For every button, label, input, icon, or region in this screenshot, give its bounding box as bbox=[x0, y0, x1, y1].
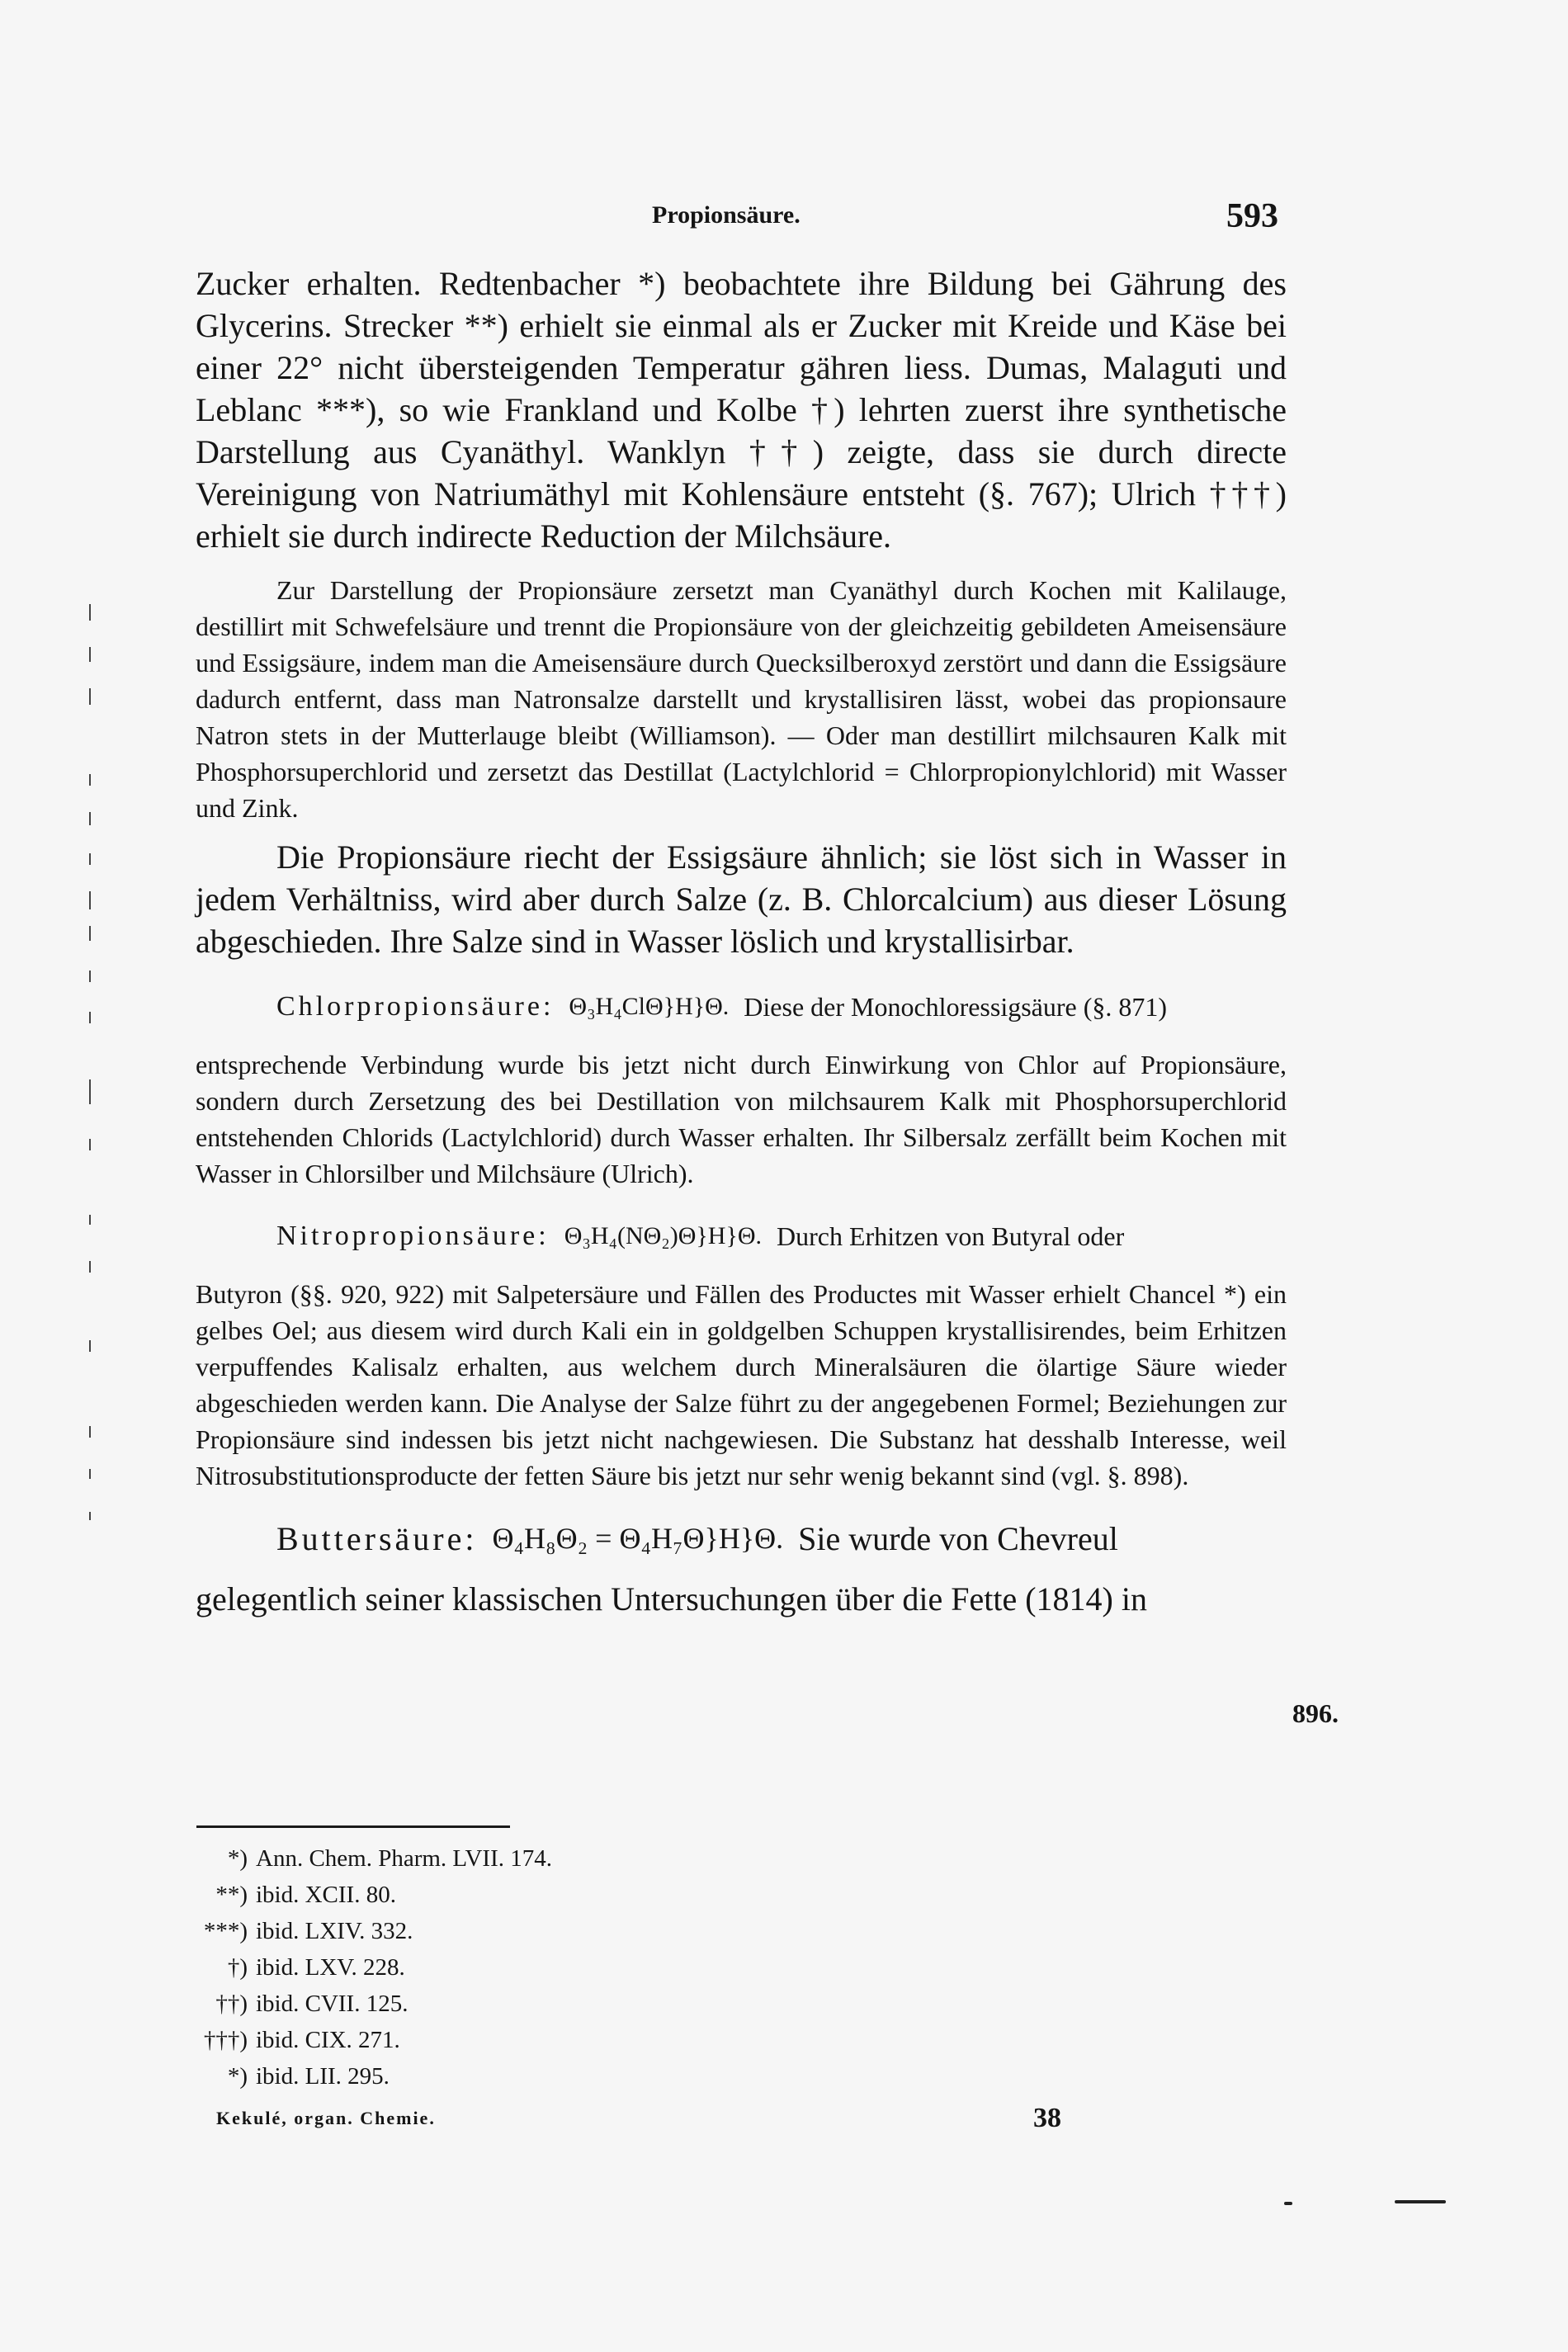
footnote-text: ibid. CVII. 125. bbox=[256, 1991, 409, 2017]
footnote-mark: ††) bbox=[215, 1991, 248, 2017]
footnote-mark: *) bbox=[227, 2063, 248, 2090]
buttersaeure-text: Sie wurde von Chevreul bbox=[798, 1519, 1118, 1557]
paragraph-properties: Die Propionsäure riecht der Essigsäure ähnlich; sie löst sich in Wasser in jedem Verhältniss, wird aber durch Salze (z. B. Chlorcalcium) aus dieser Lösung abgeschieden. Ihre Salze sind in Wasser löslich und krystallisirbar. bbox=[196, 838, 1287, 960]
page-header bbox=[0, 196, 1568, 246]
footnote-text: ibid. XCII. 80. bbox=[256, 1882, 396, 1908]
footnote-text: Ann. Chem. Pharm. LVII. 174. bbox=[256, 1845, 552, 1872]
footnote bbox=[165, 2058, 743, 2095]
footnote bbox=[165, 1949, 743, 1986]
footnote-mark: †††) bbox=[203, 2027, 248, 2053]
footnotes bbox=[165, 1840, 743, 2095]
body-text bbox=[196, 262, 1287, 1620]
footnote bbox=[165, 2022, 743, 2058]
footnote bbox=[165, 1986, 743, 2022]
footnote-mark: *) bbox=[227, 1845, 248, 1872]
sheet-number: 38 bbox=[1033, 2103, 1061, 2133]
margin-ticks bbox=[89, 594, 97, 1585]
signature-line: Kekulé, organ. Chemie. bbox=[216, 2108, 436, 2128]
chlorpropionsaeure-paragraph: entsprechende Verbindung wurde bis jetzt nicht durch Einwirkung von Chlor auf Propionsäure, sondern durch Zersetzung des bei Destillation von milchsaurem Kalk mit Phosphorsuperchlorid entstehenden Chlorids (Lactylchlorid) durch Wasser erhalten. Ihr Silbersalz zerfällt beim Kochen mit Wasser in Chlorsilber und Milchsäure (Ulrich). bbox=[196, 1050, 1287, 1188]
paragraph-history: Zucker erhalten. Redtenbacher *) beobachtete ihre Bildung bei Gährung des Glycerins. Strecker **) erhielt sie einmal als er Zucker mit Kreide und Käse bei einer 22° nicht übersteigenden Temperatur gähren liess. Dumas, Malaguti und Leblanc ***), so wie Frankland und Kolbe †) lehrten zuerst ihre synthetische Darstellung aus Cyanäthyl. Wanklyn ††) zeigte, dass sie durch directe Vereinigung von Natriumäthyl mit Kohlensäure entsteht (§. 767); Ulrich †††) erhielt sie durch indirecte Reduction der Milchsäure. bbox=[196, 265, 1287, 555]
footnote-text: ibid. LXV. 228. bbox=[256, 1954, 405, 1981]
footnote-mark: ***) bbox=[203, 1918, 248, 1944]
footnote-text: ibid. LII. 295. bbox=[256, 2063, 390, 2090]
footnote bbox=[165, 1840, 743, 1877]
running-title: Propionsäure. bbox=[652, 201, 801, 229]
buttersaeure-paragraph: gelegentlich seiner klassischen Untersuchungen über die Fette (1814) in bbox=[196, 1580, 1147, 1618]
paragraph-preparation: Zur Darstellung der Propionsäure zersetzt man Cyanäthyl durch Kochen mit Kalilauge, destillirt mit Schwefelsäure und trennt die Propionsäure von der gleichzeitig gebildeten Ameisensäure und Essigsäure, indem man die Ameisensäure durch Quecksilberoxyd zerstört und dann die Essigsäure dadurch entfernt, dass man Natronsalze darstellt und krystallisiren lässt, wobei das propionsaure Natron stets in der Mutterlauge bleibt (Williamson). — Oder man destillirt milchsauren Kalk mit Phosphorsuperchlorid und zersetzt das Destillat (Lactylchlorid = Chlorpropionylchlorid) mit Wasser und Zink. bbox=[196, 575, 1287, 823]
stray-mark bbox=[1395, 2200, 1446, 2203]
buttersaeure-heading bbox=[196, 1499, 1287, 1578]
footnote-mark: **) bbox=[215, 1882, 248, 1908]
nitropropionsaeure-formula: Θ₃H₄(NΘ₂)Θ}H}Θ. bbox=[564, 1222, 763, 1249]
footnote-mark: †) bbox=[227, 1954, 248, 1981]
footnote-text: ibid. LXIV. 332. bbox=[256, 1918, 413, 1944]
footnote bbox=[165, 1877, 743, 1913]
stray-mark bbox=[1284, 2202, 1292, 2205]
footnote-rule bbox=[196, 1825, 510, 1828]
buttersaeure-label: Buttersäure: bbox=[276, 1519, 478, 1557]
page-number: 593 bbox=[1226, 197, 1278, 235]
nitropropionsaeure-label: Nitropropionsäure: bbox=[276, 1221, 550, 1251]
nitropropionsaeure-text: Durch Erhitzen von Butyral oder bbox=[777, 1221, 1125, 1251]
footnote bbox=[165, 1913, 743, 1949]
margin-section-number: 896. bbox=[1292, 1698, 1339, 1728]
buttersaeure-formula: Θ₄H₈Θ₂ = Θ₄H₇Θ}H}Θ. bbox=[492, 1522, 784, 1555]
footnote-text: ibid. CIX. 271. bbox=[256, 2027, 400, 2053]
nitropropionsaeure-paragraph: Butyron (§§. 920, 922) mit Salpetersäure und Fällen des Productes mit Wasser erhielt Chancel *) ein gelbes Oel; aus diesem wird durch Kali ein in goldgelben Schuppen krystallisirendes, beim Erhitzen verpuffendes Kalisalz erhalten, aus welchem durch Mineralsäuren die ölartige Säure wieder abgeschieden werden kann. Die Analyse der Salze führt zu der angegebenen Formel; Beziehungen zur Propionsäure sind indessen bis jetzt nicht nachgewiesen. Die Substanz hat desshalb Interesse, weil Nitrosubstitutionsproducte der fetten Säure bis jetzt nur sehr wenig bekannt sind (vgl. §. 898). bbox=[196, 1279, 1287, 1490]
nitropropionsaeure-heading bbox=[196, 1197, 1287, 1276]
chlorpropionsaeure-text: Diese der Monochloressigsäure (§. 871) bbox=[744, 991, 1168, 1022]
chlorpropionsaeure-label: Chlorpropionsäure: bbox=[276, 991, 555, 1022]
chlorpropionsaeure-formula: Θ₃H₄ClΘ}H}Θ. bbox=[569, 993, 730, 1020]
chlorpropionsaeure-heading bbox=[196, 967, 1287, 1046]
